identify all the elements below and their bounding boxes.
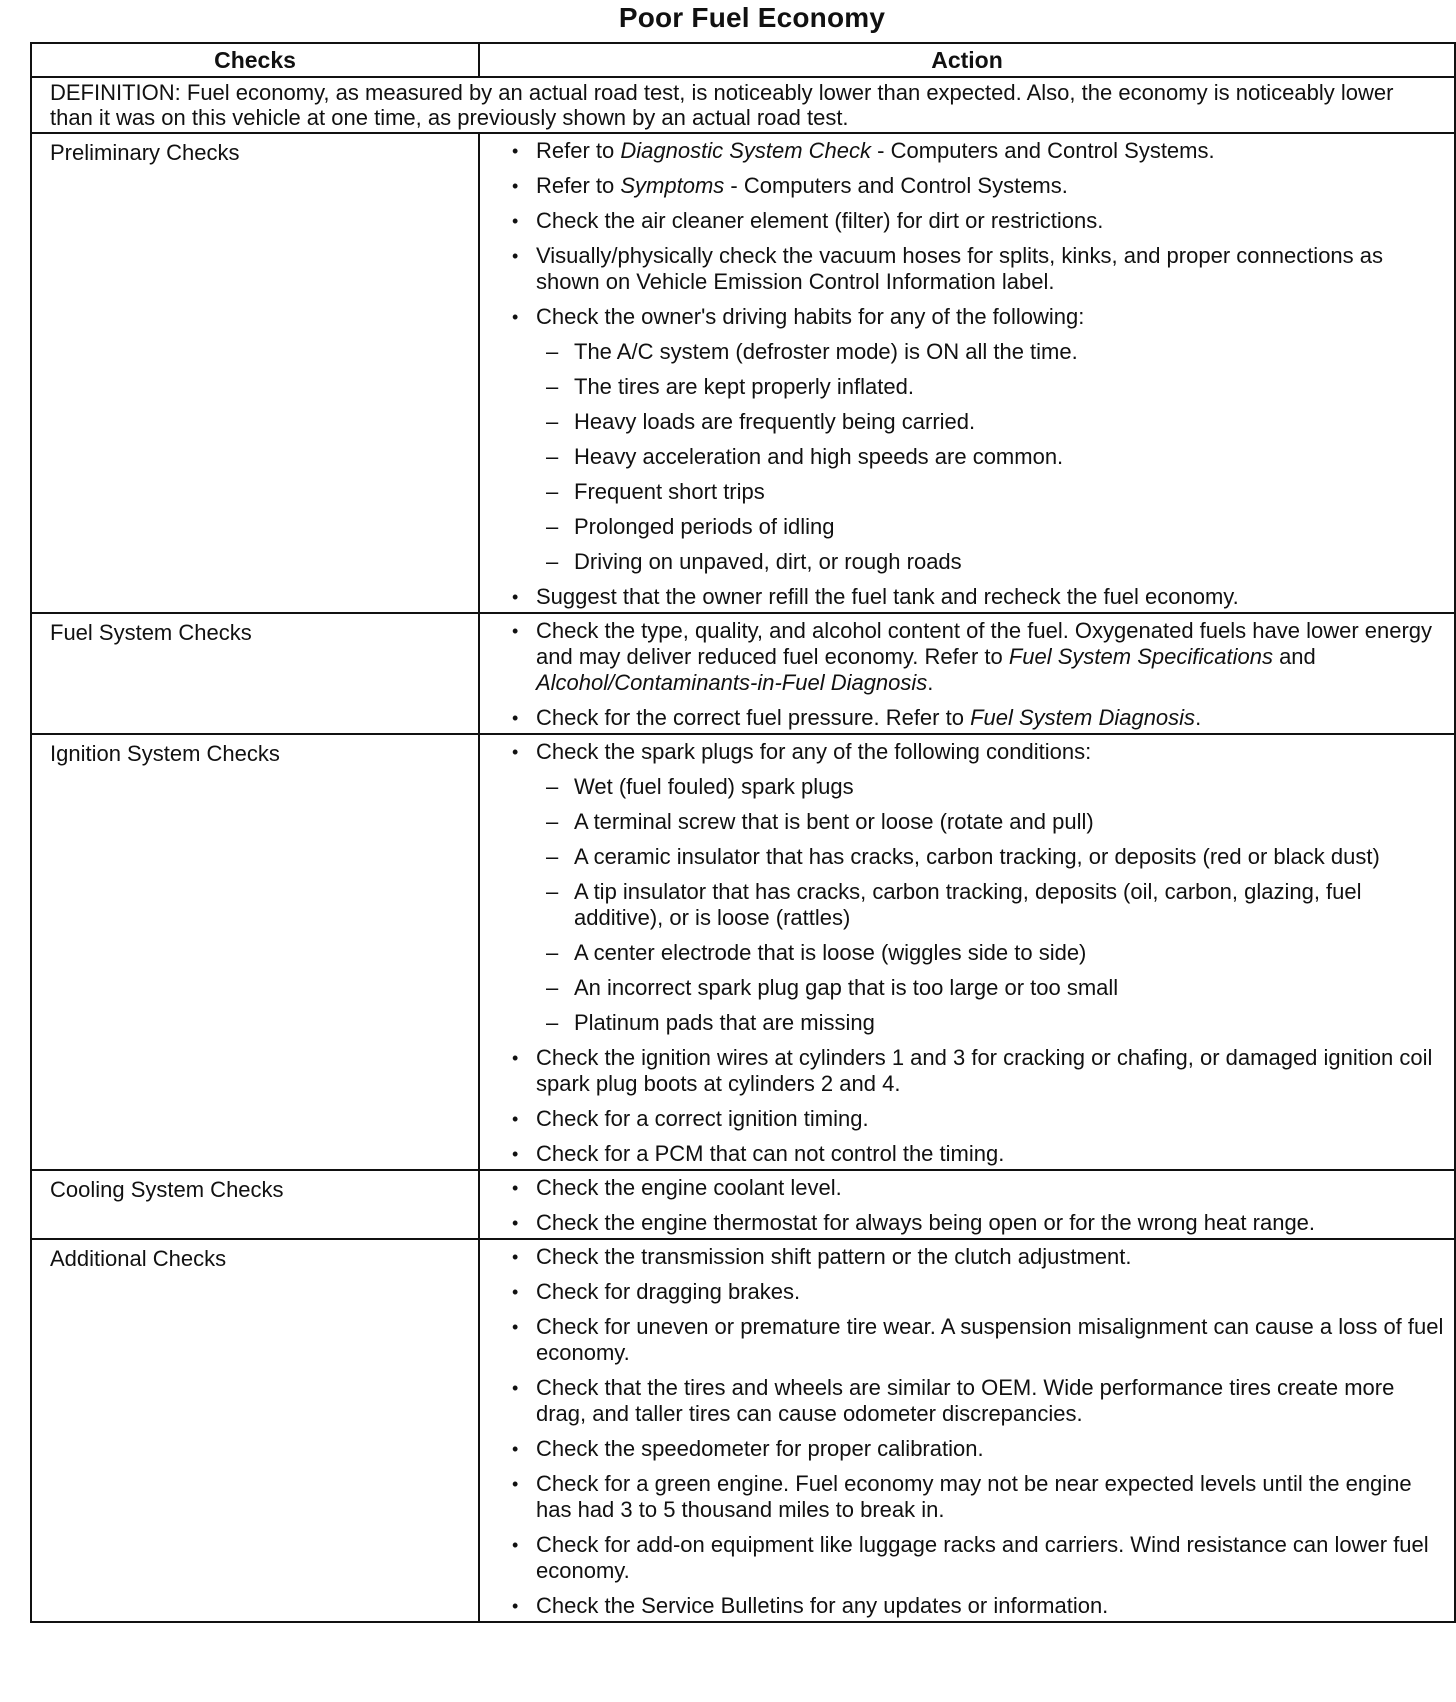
table-row-cooling-system-checks (31, 1170, 1455, 1239)
action-item (510, 739, 1444, 1036)
action-cell (479, 613, 1455, 734)
sub-item (546, 444, 1444, 470)
bullet-icon: • (512, 1474, 519, 1494)
check-category: Fuel System Checks (31, 613, 479, 734)
action-text: Check for add-on equipment like luggage racks and carriers. Wind resistance can lower fuel economy. (536, 1532, 1429, 1583)
sub-item-text: An incorrect spark plug gap that is too large or too small (574, 975, 1119, 1000)
bullet-icon: • (512, 742, 519, 762)
action-text: Check for a PCM that can not control the timing. (536, 1141, 1005, 1166)
action-item (510, 1175, 1444, 1201)
action-text: Check for the correct fuel pressure. Refer to (536, 705, 971, 730)
dash-icon: – (546, 809, 559, 834)
action-cell (479, 133, 1455, 613)
sub-item (546, 409, 1444, 435)
sub-item-text: Prolonged periods of idling (574, 514, 835, 539)
action-cell (479, 1170, 1455, 1239)
action-text: Check the engine coolant level. (536, 1175, 842, 1200)
check-category: Cooling System Checks (31, 1170, 479, 1239)
bullet-icon: • (512, 708, 519, 728)
dash-icon: – (546, 975, 559, 1000)
sub-item-list (536, 339, 1444, 575)
action-item (510, 173, 1444, 199)
action-item (510, 1210, 1444, 1236)
dash-icon: – (546, 844, 559, 869)
bullet-icon: • (512, 1596, 519, 1616)
sub-item (546, 774, 1444, 800)
action-column-header: Action (479, 43, 1455, 77)
sub-item-text: Heavy loads are frequently being carried. (574, 409, 976, 434)
reference-link-text: Diagnostic System Check (620, 138, 872, 163)
sub-item (546, 879, 1444, 931)
reference-link-text: Fuel System Specifications (1008, 644, 1273, 669)
action-text: Check for a green engine. Fuel economy may not be near expected levels until the engine has had 3 to 5 thousand miles to break in. (536, 1471, 1412, 1522)
sub-item-text: Wet (fuel fouled) spark plugs (574, 774, 854, 799)
bullet-icon: • (512, 1178, 519, 1198)
action-text: Refer to (536, 138, 621, 163)
sub-item (546, 514, 1444, 540)
sub-item-text: Driving on unpaved, dirt, or rough roads (574, 549, 962, 574)
dash-icon: – (546, 409, 559, 434)
action-list (510, 739, 1444, 1167)
dash-icon: – (546, 774, 559, 799)
action-text: Check the type, quality, and alcohol content of the fuel. Oxygenated fuels have lower energy and may deliver reduced fuel economy. Refer to (536, 618, 1433, 669)
action-text: Check the spark plugs for any of the following conditions: (536, 739, 1092, 764)
dash-icon: – (546, 549, 559, 574)
action-text: Check that the tires and wheels are similar to OEM. Wide performance tires create more drag, and taller tires can cause odometer discrepancies. (536, 1375, 1395, 1426)
action-item (510, 1532, 1444, 1584)
page-title: Poor Fuel Economy (618, 2, 886, 33)
sub-item-text: The A/C system (defroster mode) is ON all the time. (574, 339, 1078, 364)
definition-row (31, 77, 1455, 133)
table-row-preliminary-checks (31, 133, 1455, 613)
sub-item (546, 844, 1444, 870)
action-text: Check the ignition wires at cylinders 1 and 3 for cracking or chafing, or damaged ignition coil spark plug boots at cylinders 2 and 4. (536, 1045, 1433, 1096)
sub-item-text: A ceramic insulator that has cracks, carbon tracking, or deposits (red or black dust) (574, 844, 1380, 869)
action-item (510, 618, 1444, 696)
sub-item (546, 940, 1444, 966)
bullet-icon: • (512, 621, 519, 641)
action-item (510, 584, 1444, 610)
bullet-icon: • (512, 1144, 519, 1164)
action-cell (479, 1239, 1455, 1622)
bullet-icon: • (512, 587, 519, 607)
action-text: Check for a correct ignition timing. (536, 1106, 869, 1131)
sub-item (546, 339, 1444, 365)
action-cell (479, 734, 1455, 1170)
action-item (510, 243, 1444, 295)
sub-item (546, 1010, 1444, 1036)
bullet-icon: • (512, 1213, 519, 1233)
check-category: Additional Checks (31, 1239, 479, 1622)
action-item (510, 1279, 1444, 1305)
action-text: and (1272, 644, 1316, 669)
sub-item-text: A center electrode that is loose (wiggles side to side) (574, 940, 1087, 965)
action-item (510, 1436, 1444, 1462)
action-text: - Computers and Control Systems. (871, 138, 1215, 163)
reference-link-text: Alcohol/Contaminants-in-Fuel Diagnosis (536, 670, 928, 695)
action-text: Check for uneven or premature tire wear. A suspension misalignment can cause a loss of fuel economy. (536, 1314, 1444, 1365)
sub-item-text: A terminal screw that is bent or loose (rotate and pull) (574, 809, 1094, 834)
action-item (510, 138, 1444, 164)
action-text: Check the Service Bulletins for any updates or information. (536, 1593, 1109, 1618)
sub-item-text: Platinum pads that are missing (574, 1010, 875, 1035)
checks-column-header: Checks (31, 43, 479, 77)
sub-item (546, 549, 1444, 575)
bullet-icon: • (512, 1247, 519, 1267)
dash-icon: – (546, 374, 559, 399)
header-row (31, 43, 1455, 77)
action-text: Check the transmission shift pattern or the clutch adjustment. (536, 1244, 1132, 1269)
bullet-icon: • (512, 246, 519, 266)
sub-item-text: A tip insulator that has cracks, carbon tracking, deposits (oil, carbon, glazing, fuel additive), or is loose (rattles) (574, 879, 1362, 930)
sub-item (546, 809, 1444, 835)
sub-item (546, 975, 1444, 1001)
action-text: . (1195, 705, 1202, 730)
bullet-icon: • (512, 1535, 519, 1555)
action-item (510, 1141, 1444, 1167)
bullet-icon: • (512, 307, 519, 327)
check-category: Ignition System Checks (31, 734, 479, 1170)
action-text: . (927, 670, 934, 695)
action-text: Check for dragging brakes. (536, 1279, 801, 1304)
sub-item (546, 374, 1444, 400)
checks-table (30, 42, 1456, 1623)
action-text: Check the engine thermostat for always being open or for the wrong heat range. (536, 1210, 1316, 1235)
bullet-icon: • (512, 1282, 519, 1302)
action-item (510, 1244, 1444, 1270)
action-item (510, 1106, 1444, 1132)
action-item (510, 1375, 1444, 1427)
table-row-additional-checks (31, 1239, 1455, 1622)
bullet-icon: • (512, 1378, 519, 1398)
bullet-icon: • (512, 1048, 519, 1068)
dash-icon: – (546, 879, 559, 904)
dash-icon: – (546, 479, 559, 504)
action-text: Suggest that the owner refill the fuel tank and recheck the fuel economy. (536, 584, 1239, 609)
action-item (510, 208, 1444, 234)
action-item (510, 304, 1444, 575)
sub-item-text: The tires are kept properly inflated. (574, 374, 914, 399)
table-row-ignition-system-checks (31, 734, 1455, 1170)
sub-item-text: Frequent short trips (574, 479, 765, 504)
bullet-icon: • (512, 1439, 519, 1459)
dash-icon: – (546, 339, 559, 364)
dash-icon: – (546, 940, 559, 965)
dash-icon: – (546, 514, 559, 539)
action-text: Check the speedometer for proper calibration. (536, 1436, 984, 1461)
dash-icon: – (546, 1010, 559, 1035)
definition-text: DEFINITION: Fuel economy, as measured by an actual road test, is noticeably lower than expected. Also, the economy is noticeably lower than it was on this vehicle at one time, as previously shown by an actual road test. (31, 77, 1455, 133)
action-list (510, 138, 1444, 610)
action-item (510, 1314, 1444, 1366)
action-text: Visually/physically check the vacuum hoses for splits, kinks, and proper connections as shown on Vehicle Emission Control Information label. (536, 243, 1384, 294)
action-item (510, 1593, 1444, 1619)
action-text: - Computers and Control Systems. (724, 173, 1068, 198)
action-item (510, 1471, 1444, 1523)
check-category: Preliminary Checks (31, 133, 479, 613)
sub-item-list (536, 774, 1444, 1036)
action-list (510, 1244, 1444, 1619)
bullet-icon: • (512, 141, 519, 161)
bullet-icon: • (512, 1317, 519, 1337)
reference-link-text: Symptoms (620, 173, 725, 198)
table-row-fuel-system-checks (31, 613, 1455, 734)
reference-link-text: Fuel System Diagnosis (970, 705, 1196, 730)
bullet-icon: • (512, 1109, 519, 1129)
action-item (510, 705, 1444, 731)
dash-icon: – (546, 444, 559, 469)
action-list (510, 1175, 1444, 1236)
sub-item (546, 479, 1444, 505)
action-text: Refer to (536, 173, 621, 198)
action-item (510, 1045, 1444, 1097)
action-text: Check the air cleaner element (filter) for dirt or restrictions. (536, 208, 1104, 233)
bullet-icon: • (512, 176, 519, 196)
table-body (31, 77, 1455, 1622)
bullet-icon: • (512, 211, 519, 231)
action-text: Check the owner's driving habits for any of the following: (536, 304, 1085, 329)
action-list (510, 618, 1444, 731)
sub-item-text: Heavy acceleration and high speeds are common. (574, 444, 1064, 469)
